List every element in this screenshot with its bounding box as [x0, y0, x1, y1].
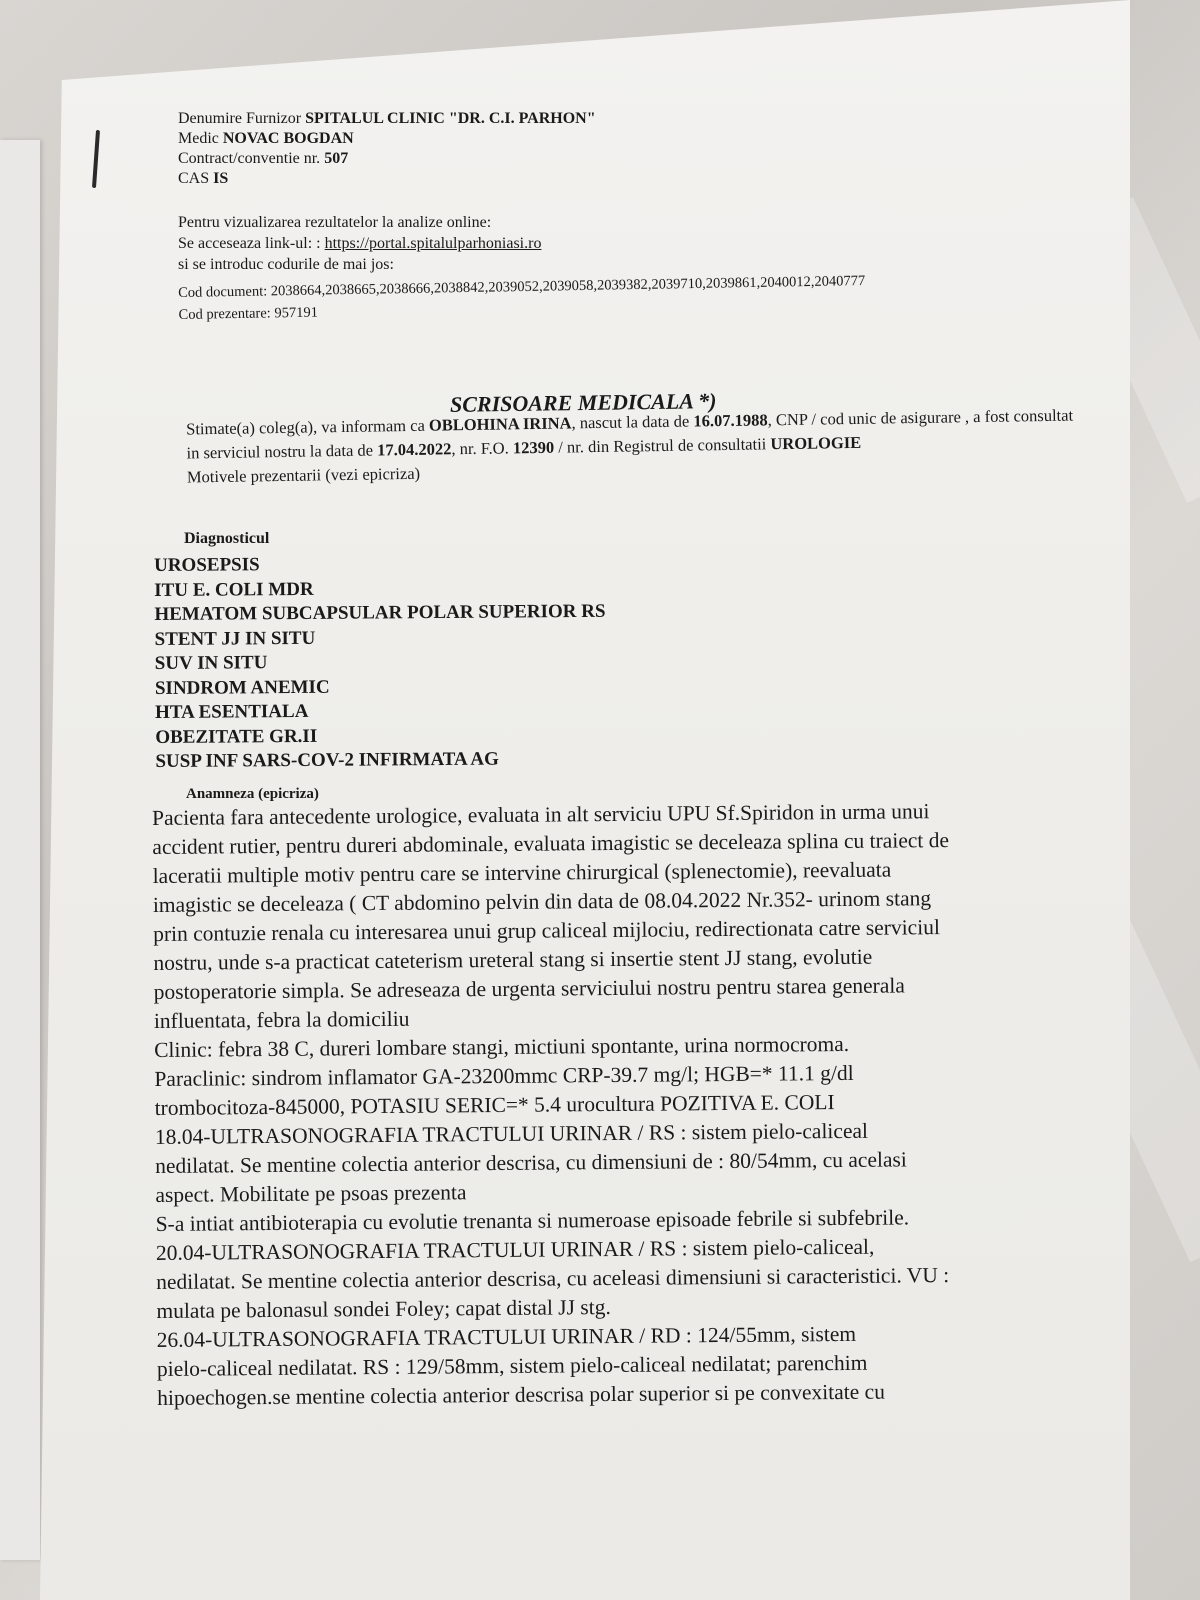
- contract-line: [178, 148, 348, 169]
- anamnesis-heading: Anamneza (epicriza): [186, 786, 319, 802]
- online-line-3: si se introduc codurile de mai jos:: [178, 256, 394, 273]
- birth-date: 16.07.1988: [693, 410, 768, 431]
- anamnesis-line: hipoechogen.se mentine colectia anterior descrisa polar superior si pe convexitate cu: [157, 1379, 885, 1410]
- contract-label: Contract/conventie nr.: [178, 150, 321, 167]
- diagnostic-item: UROSEPSIS: [154, 554, 260, 576]
- intro-text-b: , nascut la data de: [571, 411, 690, 433]
- provider-label: Denumire Furnizor: [178, 110, 302, 127]
- anamnesis-text: [152, 796, 1097, 1413]
- document-title: SCRISOARE MEDICALA *): [449, 388, 717, 417]
- anamnesis-line: pielo-caliceal nedilatat. RS : 129/58mm, sistem pielo-caliceal nedilatat; parenchim: [156, 1350, 868, 1381]
- provider-value: SPITALUL CLINIC "DR. C.I. PARHON": [305, 110, 596, 127]
- anamnesis-line: nedilatat. Se mentine colectia anterior descrisa, cu aceleasi dimensiuni si caracteristici. VU :: [156, 1263, 950, 1294]
- anamnesis-line: laceratii multiple motiv pentru care se intervine chirurgical (splenectomie), reevaluata: [152, 857, 892, 888]
- contract-value: 507: [324, 150, 349, 167]
- intro-text-d: , nr. F.O.: [451, 438, 509, 459]
- department: UROLOGIE: [770, 432, 862, 454]
- online-line-2: [178, 233, 541, 254]
- anamnesis-line: nostru, unde s-a practicat cateterism ureteral stang si insertie stent JJ stang, evolutie: [153, 944, 873, 975]
- anamnesis-line: 26.04-ULTRASONOGRAFIA TRACTULUI URINAR / RD : 124/55mm, sistem: [156, 1321, 857, 1352]
- anamnesis-line: S-a intiat antibioterapia cu evolutie trenanta si numeroase episoade febrile si subfebrile.: [155, 1205, 910, 1236]
- anamnesis-line: prin contuzie renala cu interesarea unui grup caliceal mijlociu, redirectionata catre serviciul: [153, 915, 940, 946]
- diagnostic-item: OBEZITATE GR.II: [155, 725, 318, 748]
- intro-text-a: Stimate(a) coleg(a), va informam ca: [186, 415, 425, 439]
- anamnesis-line: postoperatorie simpla. Se adreseaza de urgenta serviciului nostru pentru starea generala: [153, 973, 905, 1004]
- intro-paragraph: [152, 403, 1083, 490]
- anamnesis-line: mulata pe balonasul sondei Foley; capat distal JJ stg.: [156, 1295, 611, 1323]
- anamnesis-line: imagistic se deceleaza ( CT abdomino pelvin din data de 08.04.2022 Nr.352- urinom stang: [152, 886, 932, 917]
- fo-number: 12390: [512, 437, 555, 458]
- cas-label: CAS: [178, 170, 210, 187]
- presentation-reasons: Motivele prezentarii (vezi epicriza): [186, 463, 421, 487]
- online-link-prefix: Se acceseaza link-ul: :: [178, 235, 321, 252]
- doctor-line: [178, 128, 354, 149]
- anamnesis-line: nedilatat. Se mentine colectia anterior descrisa, cu dimensiuni de : 80/54mm, cu acelasi: [155, 1147, 907, 1178]
- underlying-page: [0, 140, 40, 1560]
- document-codes-label: Cod document:: [178, 283, 268, 301]
- diagnostic-item: HTA ESENTIALA: [155, 700, 309, 723]
- anamnesis-line: Pacienta fara antecedente urologice, evaluata in alt serviciu UPU Sf.Spiridon in urma unui: [152, 799, 930, 830]
- provider-line: [178, 108, 596, 129]
- diagnostic-heading: Diagnosticul: [184, 530, 270, 547]
- patient-name: OBLOHINA IRINA: [428, 413, 572, 435]
- diagnostic-item: ITU E. COLI MDR: [154, 578, 314, 601]
- presentation-code: Cod prezentare: 957191: [178, 304, 319, 323]
- doctor-label: Medic: [178, 130, 219, 147]
- diagnostic-item: SUV IN SITU: [154, 652, 268, 674]
- anamnesis-line: Clinic: febra 38 C, dureri lombare stangi, mictiuni spontante, urina normocroma.: [154, 1031, 850, 1062]
- anamnesis-line: accident rutier, pentru dureri abdominale, evaluata imagistic se deceleaza splina cu traiect de: [152, 828, 950, 859]
- anamnesis-line: 18.04-ULTRASONOGRAFIA TRACTULUI URINAR / RS : sistem pielo-caliceal: [154, 1118, 869, 1149]
- anamnesis-line: 20.04-ULTRASONOGRAFIA TRACTULUI URINAR / RS : sistem pielo-caliceal,: [155, 1234, 875, 1265]
- cas-value: IS: [213, 170, 229, 187]
- diagnostic-list: [154, 551, 607, 775]
- diagnostic-item: SUSP INF SARS-COV-2 INFIRMATA AG: [155, 748, 499, 772]
- anamnesis-line: influentata, febra la domiciliu: [153, 1006, 410, 1033]
- document-codes-value: 2038664,2038665,2038666,2038842,2039052,2039058,2039382,2039710,2039861,2040012,2040777: [270, 273, 866, 300]
- intro-text-c: , CNP / cod unic de asigurare , a fost consultat in serviciul nostru la data de: [186, 405, 1074, 463]
- cas-line: [178, 168, 228, 189]
- anamnesis-line: trombocitoza-845000, POTASIU SERIC=* 5.4 urocultura POZITIVA E. COLI: [154, 1090, 835, 1120]
- diagnostic-item: SINDROM ANEMIC: [154, 676, 330, 699]
- anamnesis-line: Paraclinic: sindrom inflamator GA-23200mmc CRP-39.7 mg/l; HGB=* 11.1 g/dl: [154, 1060, 854, 1091]
- online-line-1: Pentru vizualizarea rezultatelor la analize online:: [178, 214, 492, 231]
- online-results-info: [178, 212, 541, 275]
- diagnostic-item: HEMATOM SUBCAPSULAR POLAR SUPERIOR RS: [154, 600, 606, 625]
- intro-text-e: / nr. din Registrul de consultatii: [558, 434, 767, 457]
- doctor-value: NOVAC BOGDAN: [222, 130, 354, 147]
- visit-date: 17.04.2022: [377, 439, 452, 460]
- diagnostic-item: STENT JJ IN SITU: [154, 627, 316, 650]
- portal-link[interactable]: https://portal.spitalulparhoniasi.ro: [324, 235, 542, 252]
- anamnesis-line: aspect. Mobilitate pe psoas prezenta: [155, 1180, 467, 1207]
